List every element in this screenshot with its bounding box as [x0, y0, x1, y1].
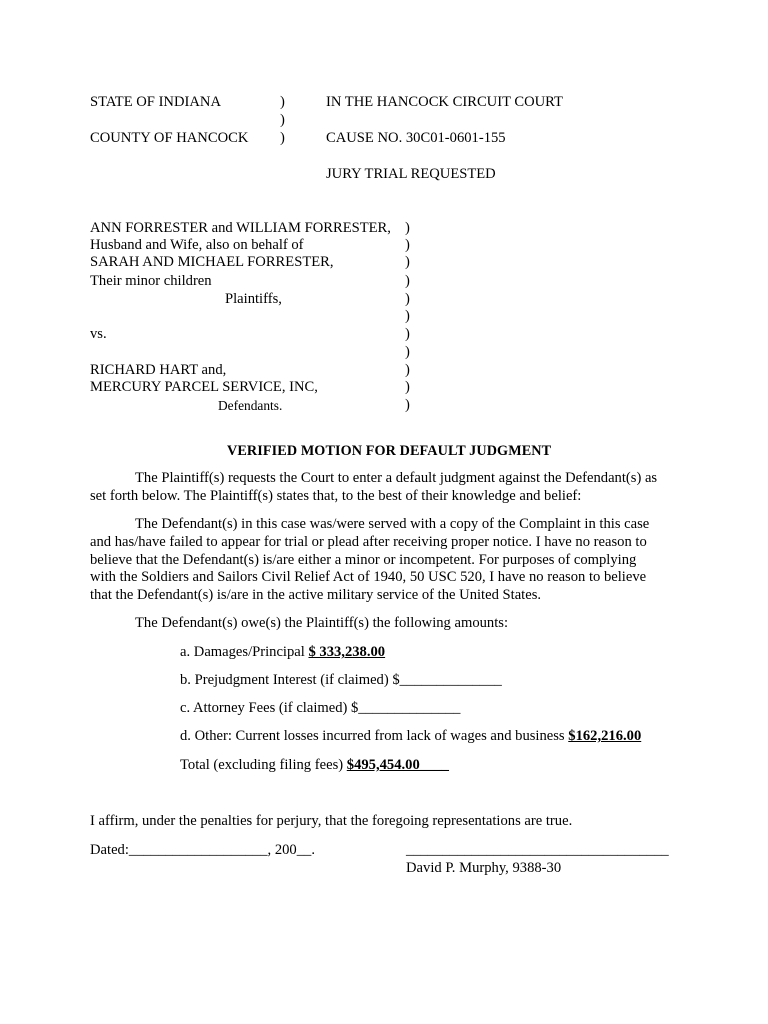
plaintiff-line: Husband and Wife, also on behalf of	[90, 237, 304, 253]
owes-statement: The Defendant(s) owe(s) the Plaintiff(s) the following amounts:	[135, 615, 508, 631]
defendant-line: MERCURY PARCEL SERVICE, INC,	[90, 379, 318, 395]
paragraph-line: with the Soldiers and Sailors Civil Relief Act of 1940, 50 USC 520, I have no reason to believe	[90, 569, 647, 586]
paragraph-line: The Defendant(s) in this case was/were served with a copy of the Complaint in this case	[135, 516, 650, 532]
signer-name: David P. Murphy, 9388-30	[406, 860, 562, 876]
signature-line: ____________________________________	[406, 842, 669, 858]
cause-number: CAUSE NO. 30C01-0601-155	[326, 130, 506, 146]
state-label: STATE OF INDIANA	[90, 94, 221, 110]
party-paren: )	[405, 237, 410, 253]
paragraph-line: set forth below. The Plaintiff(s) states that, to the best of their knowledge and belief:	[90, 487, 582, 504]
intro-paragraph	[90, 470, 670, 506]
plaintiff-line: Their minor children	[90, 273, 212, 289]
party-paren: )	[405, 344, 410, 360]
paragraph-line: that the Defendant(s) is/are in the active military service of the United States.	[90, 587, 542, 604]
amount-attorney-fees: c. Attorney Fees (if claimed) $______________	[180, 700, 461, 716]
defendant-line: RICHARD HART and,	[90, 362, 227, 378]
damages-label: a. Damages/Principal	[180, 644, 309, 660]
party-paren: )	[405, 326, 410, 342]
affirmation-text: I affirm, under the penalties for perjury, that the foregoing representations are true.	[90, 813, 573, 829]
party-paren: )	[405, 254, 410, 270]
total-label: Total (excluding filing fees)	[180, 757, 347, 773]
plaintiff-line: SARAH AND MICHAEL FORRESTER,	[90, 254, 334, 270]
versus-label: vs.	[90, 326, 107, 342]
court-name: IN THE HANCOCK CIRCUIT COURT	[326, 94, 563, 110]
motion-title: VERIFIED MOTION FOR DEFAULT JUDGMENT	[227, 443, 552, 459]
amount-interest: b. Prejudgment Interest (if claimed) $______________	[180, 672, 502, 688]
other-label: d. Other: Current losses incurred from lack of wages and business	[180, 728, 569, 744]
jury-trial-requested: JURY TRIAL REQUESTED	[326, 166, 496, 182]
damages-value: $ 333,238.00	[308, 644, 386, 660]
paragraph-line: and has/have failed to appear for trial or plead after receiving proper notice. I have no reason to	[90, 533, 647, 550]
party-paren: )	[405, 308, 410, 324]
total-value: $495,454.00____	[346, 757, 449, 773]
dated-line: Dated:___________________, 200__.	[90, 842, 315, 858]
party-paren: )	[405, 362, 410, 378]
service-paragraph	[90, 516, 670, 605]
amount-damages	[180, 644, 385, 661]
party-paren: )	[405, 379, 410, 395]
other-value: $162,216.00	[568, 728, 642, 744]
defendants-label: Defendants.	[218, 398, 283, 413]
paragraph-line: The Plaintiff(s) requests the Court to enter a default judgment against the Defendant(s) as	[135, 470, 658, 486]
caption-paren: )	[280, 130, 285, 146]
caption-paren: )	[280, 112, 285, 128]
party-paren: )	[405, 273, 410, 289]
plaintiffs-label: Plaintiffs,	[225, 291, 282, 307]
party-paren: )	[405, 397, 410, 413]
county-label: COUNTY OF HANCOCK	[90, 130, 249, 146]
amount-other	[180, 728, 641, 745]
paragraph-line: believe that the Defendant(s) is/are either a minor or incompetent. For purposes of complying	[90, 551, 637, 568]
caption-paren: )	[280, 94, 285, 110]
plaintiff-line: ANN FORRESTER and WILLIAM FORRESTER,	[90, 220, 391, 236]
amount-total	[180, 757, 449, 774]
party-paren: )	[405, 291, 410, 307]
party-paren: )	[405, 220, 410, 236]
